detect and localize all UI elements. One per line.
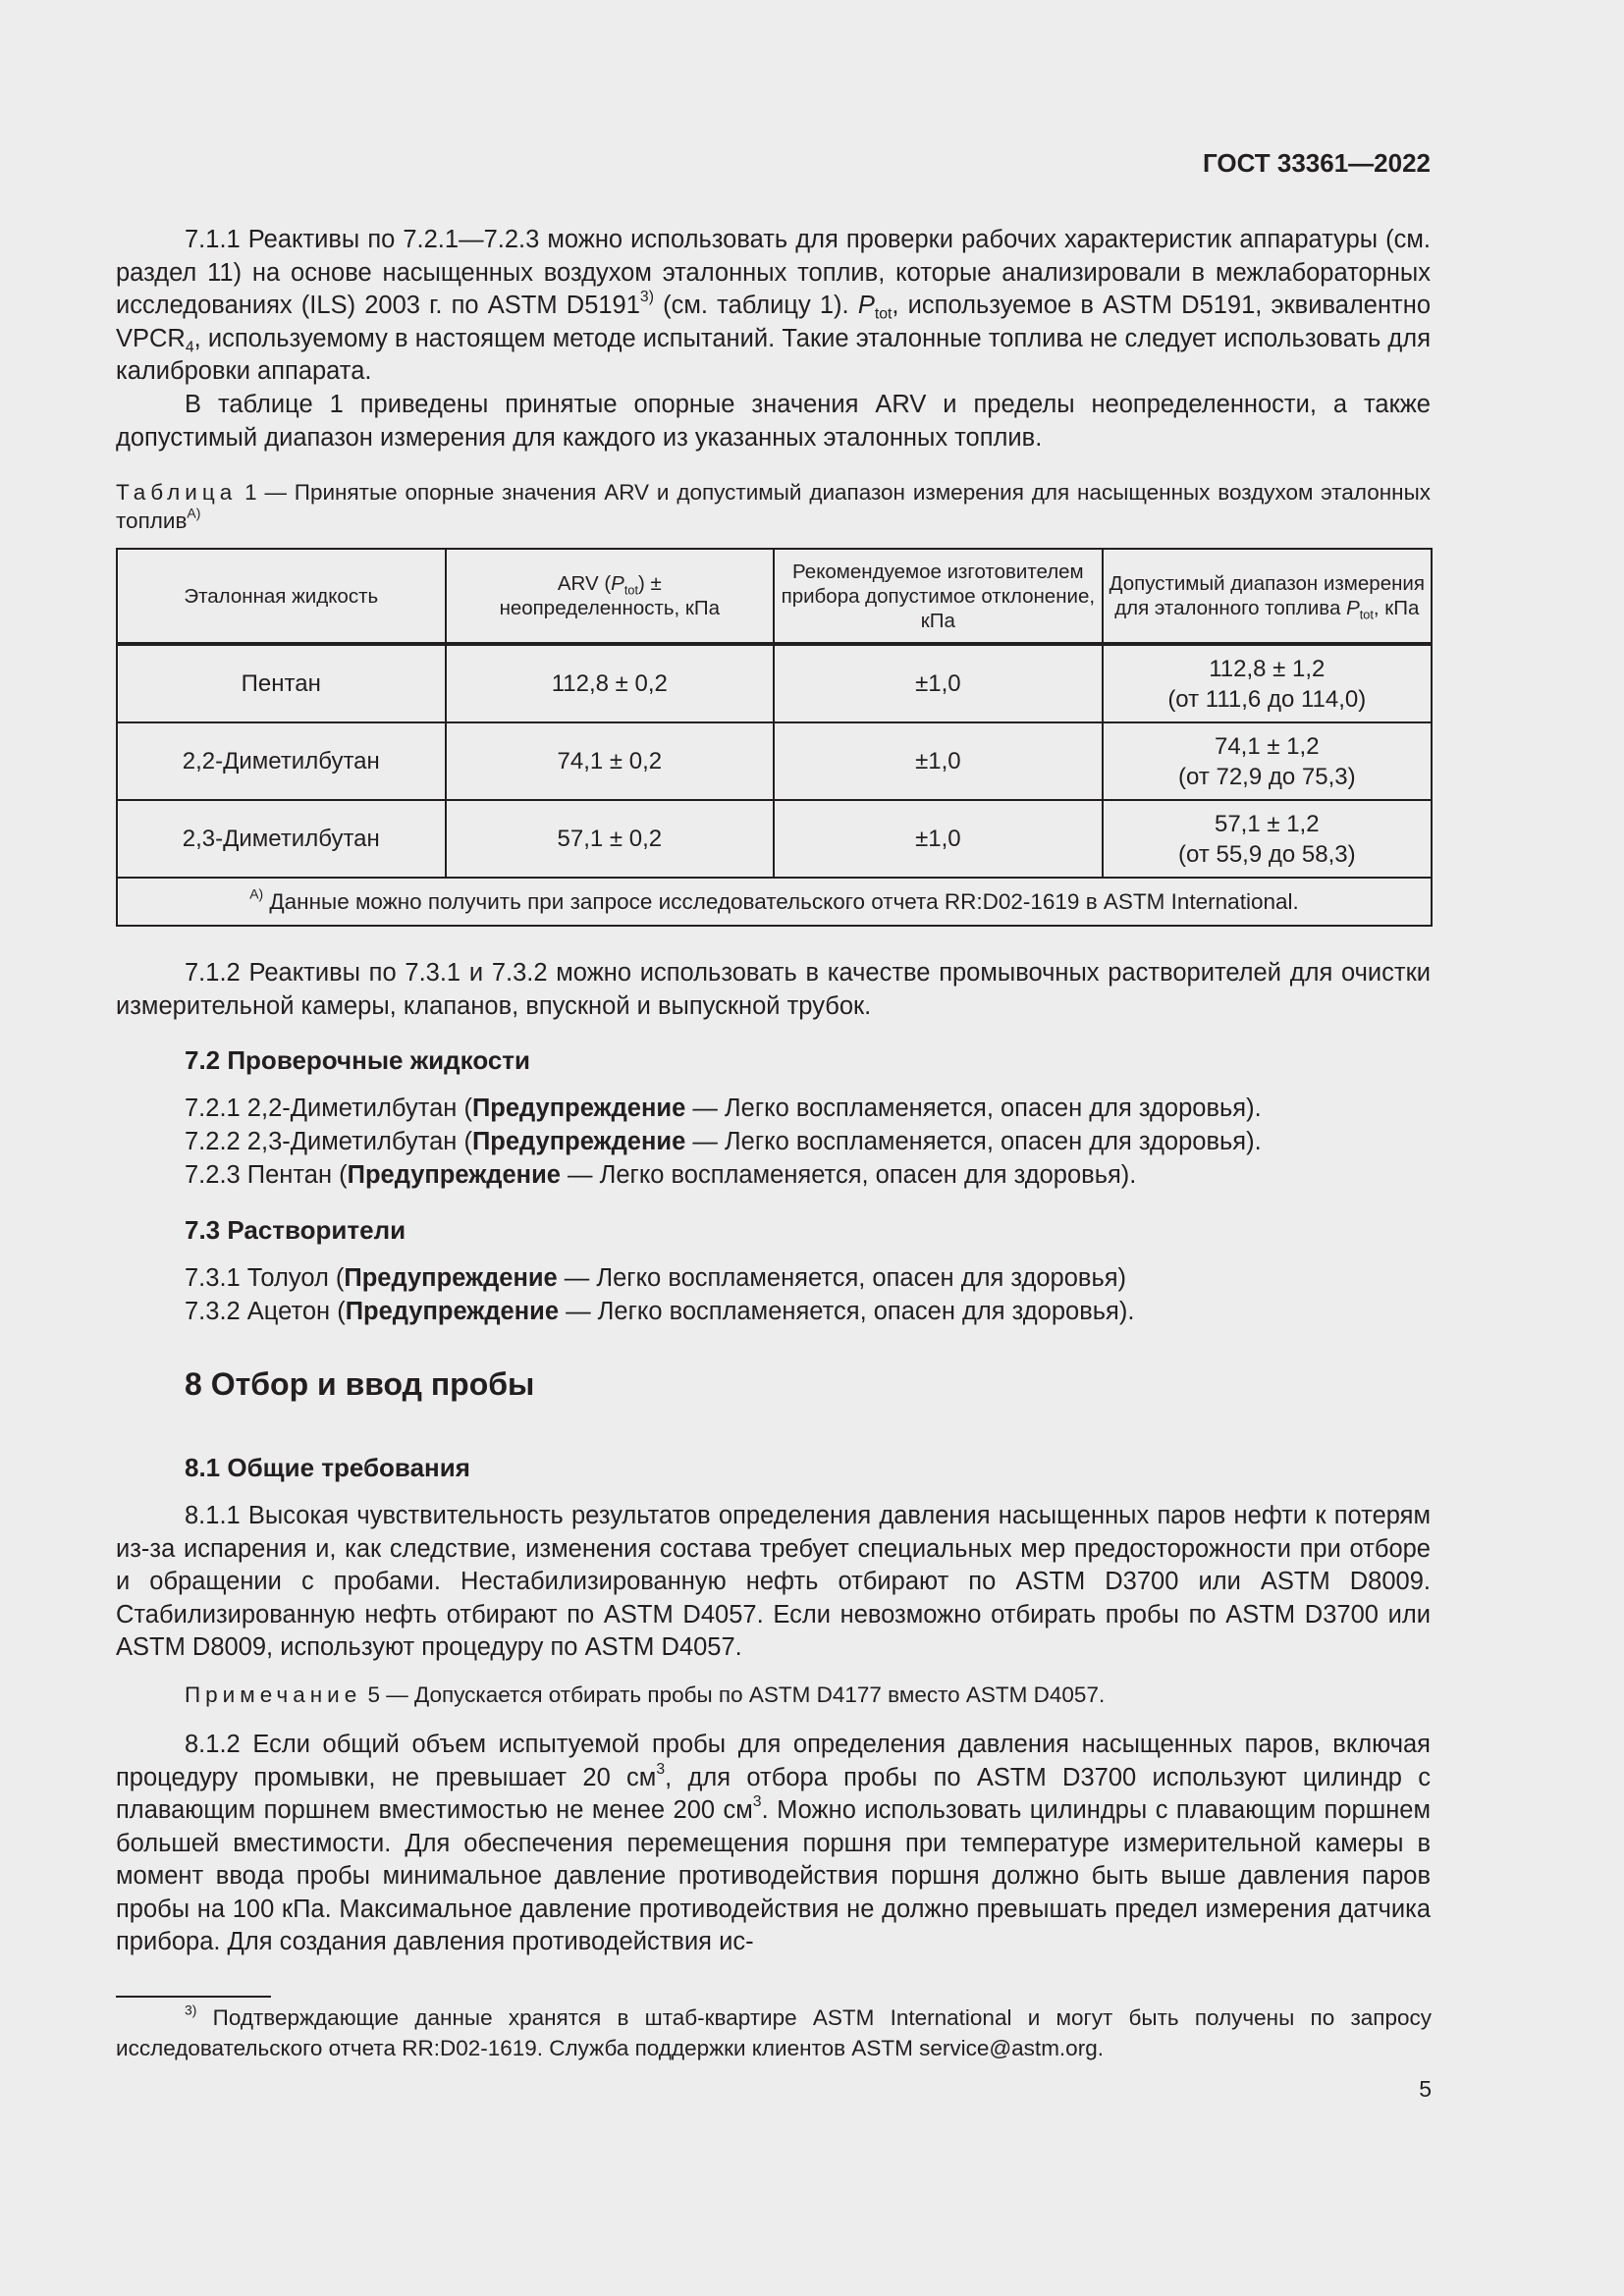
cell-range: 74,1 ± 1,2 (от 72,9 до 75,3) [1103,722,1432,800]
table-footnote: $^{А)}$ Данные можно получить при запросе исследовательского отчета RR:D02-1619 в ASTM International. [117,878,1432,926]
section-7-2-title: 7.2 Проверочные жидкости [185,1045,531,1075]
cell-deviation: ±1,0 [774,800,1102,878]
standard-header: ГОСТ 33361—2022 [1203,148,1431,178]
note-5: Примечание 5 — Допускается отбирать пробы по ASTM D4177 вместо ASTM D4057. [185,1682,1106,1707]
cell-deviation: ±1,0 [774,644,1102,722]
table-caption: Таблица 1 — Принятые опорные значения ARV и допустимый диапазон измерения для насыщенных воздухом эталонных топлив$^{А)}$ [116,480,1431,533]
section-7-3-title: 7.3 Растворители [185,1215,406,1245]
cell-liquid: 2,2-Диметилбутан [117,722,446,800]
table-footnote-row [117,878,1432,926]
section-8-1-title: 8.1 Общие требования [185,1453,470,1482]
cell-deviation: ±1,0 [774,722,1102,800]
footnote-ref: 3) [639,289,654,306]
list-item: 7.2.2 2,3-Диметилбутан (Предупреждение — Легко воспламеняется, опасен для здоровья). [185,1128,1262,1155]
reference-fuels-table [116,548,1433,927]
paragraph-table-intro: В таблице 1 приведены принятые опорные значения ARV и пределы неопределенности, а также допустимый диапазон измерения для каждого из указанных эталонных топлив. [116,391,1431,452]
cell-arv: 57,1 ± 0,2 [446,800,775,878]
cell-arv: 112,8 ± 0,2 [446,644,775,722]
header-deviation: Рекомендуемое изготовителем прибора допустимое отклонение, кПа [774,549,1102,644]
table-row [117,644,1432,722]
table-header-row [117,549,1432,644]
cell-arv: 74,1 ± 0,2 [446,722,775,800]
cell-range: 112,8 ± 1,2 (от 111,6 до 114,0) [1103,644,1432,722]
list-item: 7.2.1 2,2-Диметилбутан (Предупреждение — Легко воспламеняется, опасен для здоровья). [185,1095,1262,1122]
footnote-divider [116,1996,271,1998]
paragraph-7-1-2: 7.1.2 Реактивы по 7.3.1 и 7.3.2 можно использовать в качестве промывочных растворителей для очистки измерительной камеры, клапанов, впускной и выпускной трубок. [116,959,1431,1020]
section-8-title: 8 Отбор и ввод пробы [185,1366,535,1402]
cell-liquid: Пентан [117,644,446,722]
cell-liquid: 2,3-Диметилбутан [117,800,446,878]
table-row [117,800,1432,878]
paragraph-7-1-1: 7.1.1 Реактивы по 7.2.1—7.2.3 можно использовать для проверки рабочих характеристик аппаратуры (см. раздел 11) на основе насыщенных воздухом эталонных топлив, которые анализировали в межлабораторных исследованиях (ILS) 2003 г. по ASTM D5191$^{3)}$ (см. таблицу 1). $P_{tot}$, используемое в ASTM D5191, эквивалентно $VPCR_4$, используемому в настоящем методе испытаний. Такие эталонные топлива не следует использовать для калибровки аппарата. [116,226,1432,385]
paragraph-8-1-2: 8.1.2 Если общий объем испытуемой пробы для определения давления насыщенных паров, включая процедуру промывки, не превышает 20 $см^3$, для отбора пробы по ASTM D3700 используют цилиндр с плавающим поршнем вместимостью не менее 200 $см^3$. Можно использовать цилиндры с плавающим поршнем большей вместимости. Для обеспечения перемещения поршня при температуре измерительной камеры в момент ввода пробы минимальное давление противодействия поршня должно быть выше давления паров пробы на 100 кПа. Максимальное давление противодействия не должно превышать предел измерения датчика прибора. Для создания давления противодействия ис- [116,1731,1431,1955]
header-range: Допустимый диапазон измерения для эталонного топлива $P_{tot}$, кПа [1103,549,1432,644]
paragraph-8-1-1: 8.1.1 Высокая чувствительность результатов определения давления насыщенных паров нефти к потерям из-за испарения и, как следствие, изменения состава требует специальных мер предосторожности при отборе и обращении с пробами. Нестабилизированную нефть отбирают по ASTM D3700 или ASTM D8009. Стабилизированную нефть отбирают по ASTM D4057. Если невозможно отбирать пробы по ASTM D3700 или ASTM D8009, используют процедуру по ASTM D4057. [116,1502,1431,1661]
list-item: 7.3.1 Толуол (Предупреждение — Легко воспламеняется, опасен для здоровья) [185,1264,1127,1292]
header-liquid: Эталонная жидкость [117,549,446,644]
header-arv: ARV $(P_{tot})$ ± неопределенность, кПа [446,549,775,644]
list-item: 7.3.2 Ацетон (Предупреждение — Легко воспламеняется, опасен для здоровья). [185,1298,1135,1325]
cell-range: 57,1 ± 1,2 (от 55,9 до 58,3) [1103,800,1432,878]
footnote: $^{3)}$ Подтверждающие данные хранятся в штаб-квартире ASTM International и могут быть получены по запросу исследовательского отчета RR:D02-1619. Служба поддержки клиентов ASTM service@astm.org. [116,2002,1432,2060]
table-row [117,722,1432,800]
page-number: 5 [1419,2076,1432,2102]
list-item: 7.2.3 Пентан (Предупреждение — Легко воспламеняется, опасен для здоровья). [185,1161,1137,1189]
